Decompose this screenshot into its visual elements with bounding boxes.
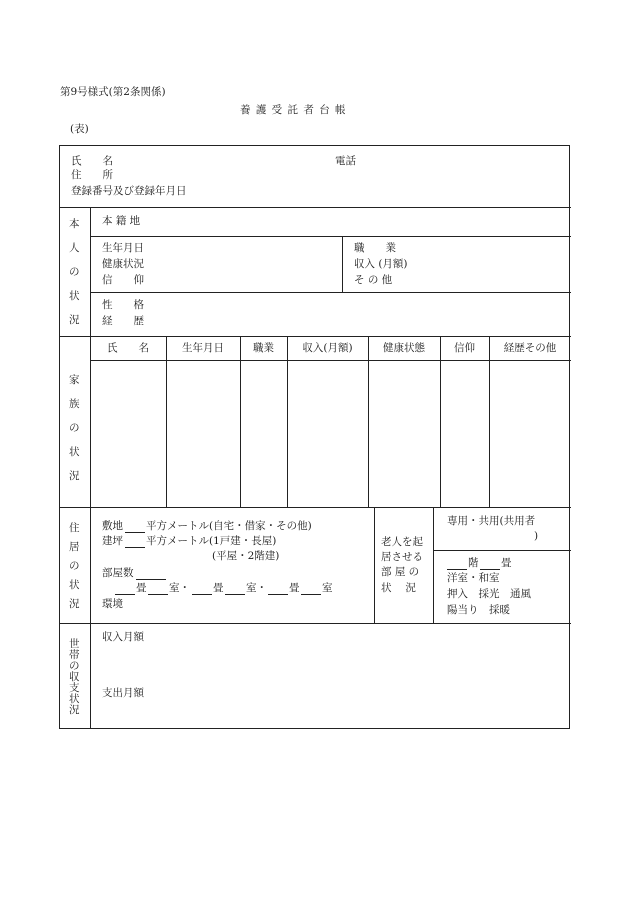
sun-label: 陽当り 採暖 (447, 604, 510, 616)
rooms-label: 部屋数 (102, 567, 134, 579)
site-suffix: 平方メートル(自宅・借家・その他) (146, 520, 312, 532)
personality-label: 性 格 (102, 299, 144, 311)
address-label: 住 所 (71, 169, 113, 181)
closet-label: 押入 採光 通風 (447, 588, 531, 600)
floor-blank (125, 547, 145, 548)
registration-label: 登録番号及び登録年月日 (71, 185, 187, 197)
income-label: 収入 (月額) (354, 258, 408, 270)
side-label: (表) (70, 123, 89, 135)
form-number: 第9号様式(第2条関係) (60, 86, 166, 98)
room-blank-1 (148, 594, 168, 595)
tatami-3: 畳 (289, 582, 300, 594)
room-blank-2 (225, 594, 245, 595)
room-blank-3 (301, 594, 321, 595)
col-income: 収入(月額) (302, 342, 353, 354)
expense-month-label: 支出月額 (102, 687, 144, 699)
col-name: 氏 名 (107, 342, 149, 354)
residence-section-label: 住 居 の 状 況 (69, 522, 80, 610)
floor-label: 建坪 (102, 535, 123, 547)
usage-label: 専用・共用(共用者 (447, 515, 536, 527)
site-blank (125, 532, 145, 533)
col-health: 健康状態 (383, 342, 425, 354)
env-label: 環境 (102, 598, 123, 610)
site-label: 敷地 (102, 520, 123, 532)
style-label: 洋室・和室 (447, 572, 500, 584)
tatami-unit: 畳 (501, 557, 512, 569)
room-2: 室・ (246, 582, 267, 594)
tatami-blank-3 (268, 594, 288, 595)
room-1: 室・ (169, 582, 190, 594)
domicile-label: 本 籍 地 (102, 215, 141, 227)
history-label: 経 歴 (102, 315, 144, 327)
tatami-2: 畳 (213, 582, 224, 594)
faith-label: 信 仰 (102, 274, 144, 286)
job-label: 職 業 (354, 242, 396, 254)
room-3: 室 (322, 582, 333, 594)
other-label: そ の 他 (354, 274, 393, 286)
tatami-blank-2 (192, 594, 212, 595)
tatami-1: 畳 (136, 582, 147, 594)
floor-number-blank (447, 569, 467, 570)
elder-room-line-1: 老人を起 (381, 536, 423, 548)
elder-room-line-3: 部 屋 の (381, 566, 420, 578)
health-label: 健康状況 (102, 258, 144, 270)
elder-room-line-2: 居させる (381, 551, 423, 563)
tatami-blank-1 (115, 594, 135, 595)
elder-room-line-4: 状 況 (381, 582, 416, 594)
finance-section-label: 世 帯 の 収 支 状 況 (69, 638, 80, 716)
birth-label: 生年月日 (102, 242, 144, 254)
income-month-label: 収入月額 (102, 631, 144, 643)
rooms-blank (136, 579, 166, 580)
page-title: 養 護 受 託 者 台 帳 (240, 104, 347, 116)
col-job: 職業 (253, 342, 274, 354)
floor-unit: 階 (468, 557, 479, 569)
col-birth: 生年月日 (182, 342, 224, 354)
tatami-count-blank (480, 569, 500, 570)
col-history: 経歴その他 (503, 342, 557, 354)
floor-suffix: 平方メートル(1戸建・長屋) (146, 535, 277, 547)
family-section-label: 家 族 の 状 況 (69, 374, 80, 482)
usage-close: ) (534, 530, 539, 542)
personal-section-label: 本 人 の 状 況 (69, 218, 80, 326)
col-faith: 信仰 (454, 342, 475, 354)
name-label: 氏 名 (71, 155, 113, 167)
floor-type: (平屋・2階建) (212, 550, 280, 562)
phone-label: 電話 (335, 155, 356, 167)
